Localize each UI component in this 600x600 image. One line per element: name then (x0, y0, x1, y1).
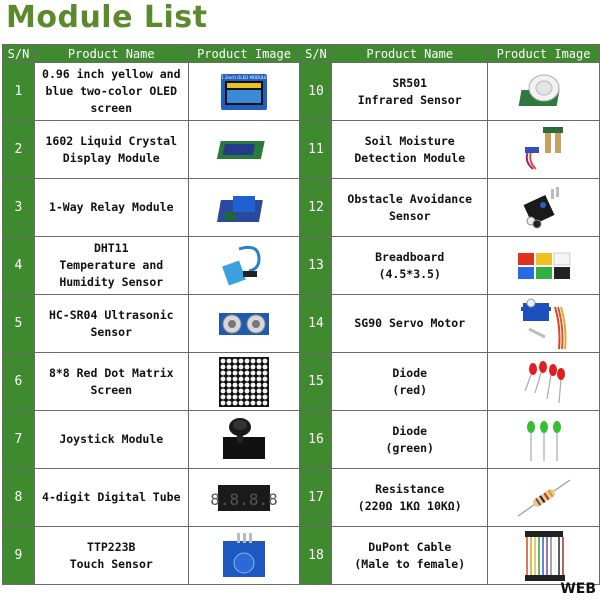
serial-number: 4 (3, 237, 35, 295)
product-name-line: Sensor (388, 208, 431, 223)
product-name (332, 63, 488, 121)
product-name-line: 8*8 Red Dot Matrix (48, 365, 174, 380)
product-image (488, 237, 600, 295)
product-name (34, 63, 188, 121)
serial-number: 2 (3, 121, 35, 179)
header-name-right: Product Name (332, 45, 488, 63)
product-name-line: 4-digit Digital Tube (42, 490, 181, 504)
product-name-line: blue two-color OLED (45, 84, 178, 98)
dht11-sensor-icon (189, 241, 300, 291)
breadboard-icon (488, 251, 599, 281)
serial-number: 11 (300, 121, 332, 179)
table-row (3, 295, 600, 353)
table-row (3, 121, 600, 179)
product-image (488, 179, 600, 237)
pir-sensor-icon (488, 70, 599, 114)
product-name-line: 1602 Liquid Crystal (45, 133, 178, 148)
product-image (188, 179, 300, 237)
product-name (34, 527, 188, 585)
product-name (332, 237, 488, 295)
serial-number: 5 (3, 295, 35, 353)
green-led-icon (488, 415, 599, 465)
serial-number: 16 (300, 411, 332, 469)
product-image (188, 469, 300, 527)
product-name-line: Touch Sensor (69, 556, 153, 571)
header-name-left: Product Name (34, 45, 188, 63)
product-name-line: 0.96 inch yellow and (42, 67, 181, 81)
product-name (34, 179, 188, 237)
product-name-line: Obstacle Avoidance (347, 191, 473, 206)
product-image (488, 63, 600, 121)
product-name-line: TTP223B (87, 539, 136, 554)
serial-number: 6 (3, 353, 35, 411)
soil-sensor-icon (488, 125, 599, 175)
product-name-line: (red) (392, 382, 428, 397)
product-image (188, 527, 300, 585)
product-name-line: Joystick Module (59, 432, 164, 446)
product-name-line: HC-SR04 Ultrasonic (48, 307, 174, 322)
product-image (488, 411, 600, 469)
product-name (332, 179, 488, 237)
joystick-icon (189, 415, 300, 465)
watermark: WEB (560, 581, 596, 597)
header-image-left: Product Image (188, 45, 300, 63)
serial-number: 14 (300, 295, 332, 353)
table-row (3, 63, 600, 121)
serial-number: 13 (300, 237, 332, 295)
product-image (188, 63, 300, 121)
relay-module-icon (189, 188, 300, 228)
product-image (488, 353, 600, 411)
servo-motor-icon (488, 297, 599, 351)
serial-number: 7 (3, 411, 35, 469)
product-name-line: Display Module (62, 150, 160, 165)
table-row (3, 179, 600, 237)
lcd-module-icon (189, 135, 300, 165)
ir-obstacle-sensor-icon (488, 183, 599, 233)
product-name-line: Sensor (90, 324, 133, 339)
product-name-line: screen (90, 101, 133, 115)
header-sn-right: S/N (300, 45, 332, 63)
product-image (488, 121, 600, 179)
product-name-line: DHT11 (93, 241, 129, 255)
product-name-line: Infrared Sensor (357, 92, 462, 107)
product-name (332, 353, 488, 411)
serial-number: 3 (3, 179, 35, 237)
dot-matrix-icon (189, 357, 300, 407)
seven-segment-digits: 8.8.8.8 (210, 489, 278, 509)
serial-number: 10 (300, 63, 332, 121)
product-name-line: DuPont Cable (368, 539, 452, 554)
red-led-icon (488, 357, 599, 407)
table-row (3, 237, 600, 295)
table-row (3, 527, 600, 585)
product-name-line: Resistance (375, 481, 445, 496)
product-name (332, 121, 488, 179)
product-name-line: Temperature and (59, 258, 164, 272)
oled-display-icon (189, 72, 300, 112)
product-image (488, 469, 600, 527)
product-name (332, 411, 488, 469)
product-name (332, 469, 488, 527)
table-row (3, 353, 600, 411)
resistor-icon (488, 476, 599, 520)
product-image (188, 121, 300, 179)
product-name-line: (220Ω 1KΩ 10KΩ) (357, 498, 462, 513)
module-table (2, 44, 600, 585)
product-name-line: Breadboard (375, 249, 445, 264)
page-title: Module List (6, 0, 208, 35)
table-row (3, 469, 600, 527)
product-name (34, 469, 188, 527)
serial-number: 8 (3, 469, 35, 527)
product-name-line: (Male to female) (354, 556, 466, 571)
product-name-line: 1-Way Relay Module (48, 200, 174, 214)
product-name (34, 353, 188, 411)
touch-sensor-icon (189, 531, 300, 581)
serial-number: 17 (300, 469, 332, 527)
serial-number: 9 (3, 527, 35, 585)
oled-label-text: 1.3inch OLED MODULE (221, 74, 267, 80)
product-image (188, 353, 300, 411)
product-name-line: Soil Moisture (364, 133, 455, 148)
product-name (34, 411, 188, 469)
product-image (188, 237, 300, 295)
product-name (34, 121, 188, 179)
ultrasonic-sensor-icon (189, 307, 300, 341)
serial-number: 1 (3, 63, 35, 121)
product-name-line: (green) (385, 440, 434, 455)
product-image (188, 295, 300, 353)
product-image (488, 527, 600, 585)
serial-number: 15 (300, 353, 332, 411)
product-name-line: Screen (90, 382, 133, 397)
product-name (332, 527, 488, 585)
table-row (3, 411, 600, 469)
product-image (488, 295, 600, 353)
product-name (332, 295, 488, 353)
product-name-line: Humidity Sensor (59, 275, 164, 289)
dupont-cable-icon (488, 529, 599, 583)
product-name (34, 295, 188, 353)
product-name-line: Detection Module (354, 150, 466, 165)
product-name-line: (4.5*3.5) (378, 266, 441, 281)
seven-segment-icon (189, 481, 300, 515)
product-name-line: SR501 (392, 75, 428, 90)
header-image-right: Product Image (488, 45, 600, 63)
product-name-line: SG90 Servo Motor (354, 316, 466, 330)
table-header-row (3, 45, 600, 63)
header-sn-left: S/N (3, 45, 35, 63)
serial-number: 18 (300, 527, 332, 585)
product-image (188, 411, 300, 469)
product-name-line: Diode (392, 423, 428, 438)
product-name-line: Diode (392, 365, 428, 380)
product-name (34, 237, 188, 295)
serial-number: 12 (300, 179, 332, 237)
